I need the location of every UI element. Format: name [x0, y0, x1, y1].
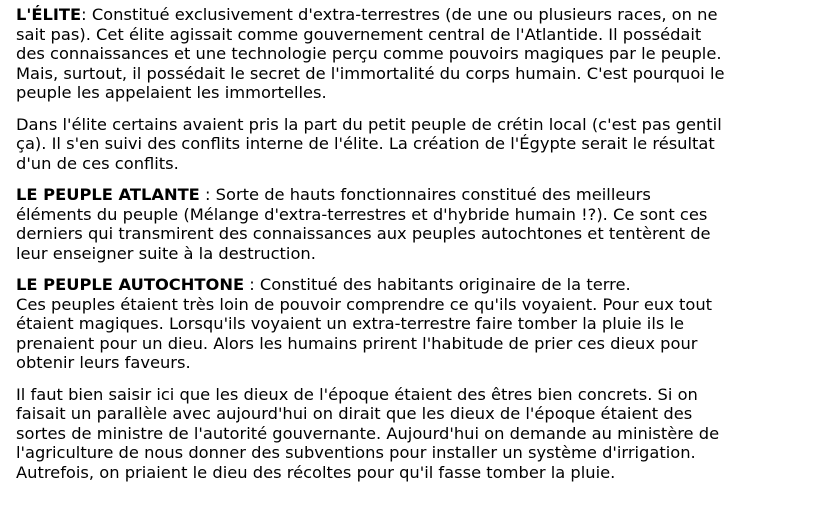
text-line: des connaissances et une technologie perçu comme pouvoirs magiques par le peuple.: [16, 44, 722, 63]
text-line: d'un de ces conflits.: [16, 153, 179, 173]
text-line: derniers qui transmirent des connaissances aux peuples autochtones et tentèrent de: [16, 224, 711, 243]
term-peuple-atlante: LE PEUPLE ATLANTE: [16, 185, 200, 204]
term-elite: L'ÉLITE: [16, 5, 82, 24]
text-line: étaient magiques. Lorsqu'ils voyaient un extra-terrestre faire tomber la pluie ils le: [16, 314, 685, 333]
paragraph-dieux: [16, 385, 808, 483]
text-line: leur enseigner suite à la destruction.: [16, 243, 316, 263]
text-line: prenaient pour un dieu. Alors les humains prirent l'habitude de prier ces dieux pour: [16, 333, 698, 353]
text-fragment: : Constitué des habitants originaire de la terre.: [244, 275, 631, 294]
text-line: ça). Il s'en suivi des conflits interne de l'élite. La création de l'Égypte serait le résultat: [16, 134, 715, 153]
text-line: [16, 185, 808, 205]
paragraph-peuple-autochtone: [16, 275, 808, 373]
text-line: Mais, surtout, il possédait le secret de l'immortalité du corps humain. C'est pourquoi le: [16, 63, 725, 83]
text-line: [16, 275, 808, 295]
text-line: [16, 5, 808, 25]
term-peuple-autochtone: LE PEUPLE AUTOCHTONE: [16, 275, 245, 294]
document-body: [16, 5, 808, 494]
text-line: sait pas). Cet élite agissait comme gouvernement central de l'Atlantide. Il possédait: [16, 24, 702, 44]
text-line: obtenir leurs faveurs.: [16, 353, 191, 372]
paragraph-elite: [16, 5, 808, 103]
text-line: Ces peuples étaient très loin de pouvoir comprendre ce qu'ils voyaient. Pour eux tout: [16, 294, 713, 314]
text-fragment: : Constitué exclusivement d'extra-terrestres (de une ou plusieurs races, on ne: [81, 5, 718, 24]
text-line: éléments du peuple (Mélange d'extra-terrestres et d'hybride humain !?). Ce sont ces: [16, 204, 708, 224]
text-line: Autrefois, on priaient le dieu des récoltes pour qu'il fasse tomber la pluie.: [16, 462, 616, 482]
paragraph-elite-conflicts: [16, 115, 808, 174]
text-line: faisait un parallèle avec aujourd'hui on dirait que les dieux de l'époque étaient des: [16, 404, 693, 423]
text-line: sortes de ministre de l'autorité gouvernante. Aujourd'hui on demande au ministère de: [16, 423, 720, 443]
text-line: Dans l'élite certains avaient pris la part du petit peuple de crétin local (c'est pas gentil: [16, 114, 722, 134]
text-line: Il faut bien saisir ici que les dieux de l'époque étaient des êtres bien concrets. Si on: [16, 384, 698, 404]
text-fragment: : Sorte de hauts fonctionnaires constitué des meilleurs: [199, 185, 651, 204]
paragraph-peuple-atlante: [16, 185, 808, 263]
text-line: l'agriculture de nous donner des subventions pour installer un système d'irrigation.: [16, 443, 696, 462]
text-line: peuple les appelaient les immortelles.: [16, 83, 327, 102]
